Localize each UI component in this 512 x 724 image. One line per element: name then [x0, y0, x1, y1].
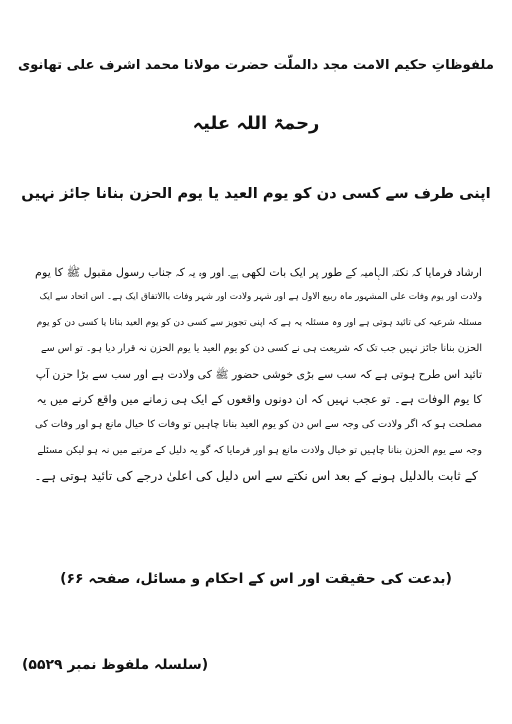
body-line: کا یوم الوفات ہے۔ تو عجب نہیں کہ ان دونوں واقعوں کے ایک ہی زمانے میں واقع کرنے میں یہ — [36, 391, 482, 406]
document-subtitle: رحمۃ اللہ علیہ — [192, 113, 320, 134]
series-number: (سلسلہ ملفوظ نمبر ۵۵۲۹) — [22, 657, 209, 673]
body-line: ولادت اور یوم وفات علی المشہور ماہ ربیع الاول ہے اور شہر ولادت اور شہر وفات باالاتفاق ایک ہے۔ اس اتحاد سے ایک — [39, 292, 482, 303]
document-title: ملفوظاتِ حکیم الامت مجد دالملّت حضرت مولانا محمد اشرف علی تھانوی — [17, 58, 494, 73]
body-line: وجہ سے یوم الحزن بنانا چاہیں تو خیال ولادت مانع ہو اور فرمایا کہ گو یہ دلیل کے مرتبے میں نہ ہو لیکن مسئلے — [37, 444, 482, 456]
body-line: ارشاد فرمایا کہ نکتہ الہامیہ کے طور پر ایک بات لکھی ہے۔ اور وہ یہ کہ جناب رسول مقبول ﷺ کا یوم — [35, 266, 482, 279]
source-reference: (بدعت کی حقیقت اور اس کے احکام و مسائل، صفحہ ۶۶) — [60, 571, 452, 587]
section-heading: اپنی طرف سے کسی دن کو یوم العید یا یوم الحزن بنانا جائز نہیں — [21, 185, 491, 202]
body-line: مسئلہ شرعیہ کی تائید ہوتی ہے اور وہ مسئلہ یہ ہے کہ اپنی تجویز سے کسی دن کو یوم العید بنانا یا کسی دن کو یوم — [36, 317, 482, 328]
body-paragraph — [30, 260, 482, 489]
body-line: تائید اس طرح ہوتی ہے کہ سب سے بڑی خوشی حضور ﷺ کی ولادت ہے اور سب سے بڑا حزن آپ — [35, 367, 482, 381]
body-line: کے ثابت بالدلیل ہونے کے بعد اس نکتے سے اس دلیل کی اعلیٰ درجے کی تائید ہوتی ہے۔ — [34, 468, 478, 484]
body-line: مصلحت ہو کہ اگر ولادت کی وجہ سے اس دن کو یوم العید بنانا چاہیں تو وفات کا خیال مانع ہو اور وفات کی — [34, 419, 482, 431]
body-line: الحزن بنانا جائز نہیں جب تک کہ شریعت ہی نے کسی دن کو یوم العید یا یوم الحزن نہ قرار دیا ہو۔ تو اس سے — [40, 343, 482, 355]
